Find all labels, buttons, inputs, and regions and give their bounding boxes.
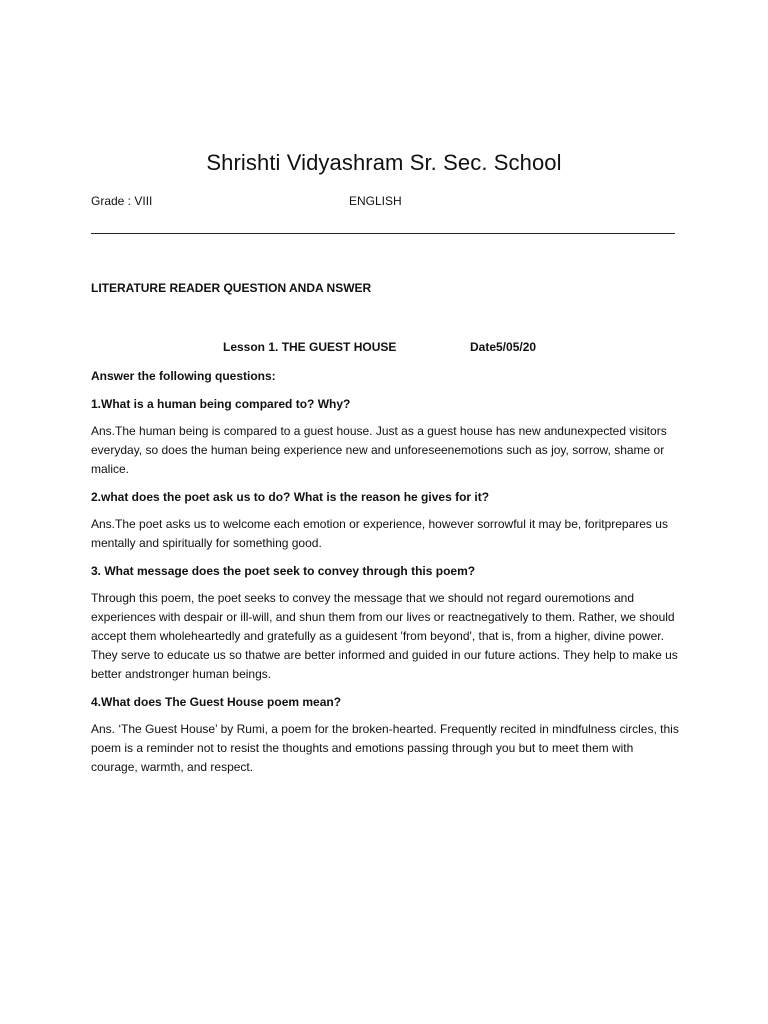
section-heading: LITERATURE READER QUESTION ANDA NSWER [91, 281, 372, 295]
question-4: 4.What does The Guest House poem mean? [91, 695, 342, 709]
question-3: 3. What message does the poet seek to convey through this poem? [91, 564, 476, 578]
lesson-row [223, 340, 623, 356]
instruction-text: Answer the following questions: [91, 369, 276, 383]
answer-2: Ans.The poet asks us to welcome each emotion or experience, however sorrowful it may be, foritprepares us mentally and spiritually for something good. [91, 517, 668, 550]
subject-label: ENGLISH [349, 194, 402, 208]
divider-line [91, 233, 675, 234]
answer-4: Ans. ‘The Guest House’ by Rumi, a poem for the broken-hearted. Frequently recited in mindfulness circles, this poem is a reminder not to resist the thoughts and emotions passing through you but to meet them with courage, warmth, and respect. [91, 722, 679, 774]
grade-subject-row [91, 194, 691, 210]
question-1: 1.What is a human being compared to? Why? [91, 397, 351, 411]
lesson-date: Date5/05/20 [470, 340, 537, 354]
answer-1: Ans.The human being is compared to a guest house. Just as a guest house has new andunexpected visitors everyday, so does the human being experience new and unforeseenemotions such as joy, sorrow, shame or malice. [91, 424, 667, 476]
question-2: 2.what does the poet ask us to do? What is the reason he gives for it? [91, 490, 490, 504]
school-title: Shrishti Vidyashram Sr. Sec. School [206, 150, 562, 175]
grade-label: Grade : VIII [91, 194, 153, 208]
lesson-title: Lesson 1. THE GUEST HOUSE [223, 340, 397, 354]
qa-content [91, 367, 681, 786]
answer-3: Through this poem, the poet seeks to convey the message that we should not regard ouremotions and experiences with despair or ill-will, and shun them from our lives or reactnegatively to them. Rather, we should accept them wholeheartedly and gratefully as a guidesent 'from beyond', that is, from a higher, divine power. They serve to educate us so thatwe are better informed and guided in our future actions. They help to make us better andstronger human beings. [91, 591, 678, 681]
